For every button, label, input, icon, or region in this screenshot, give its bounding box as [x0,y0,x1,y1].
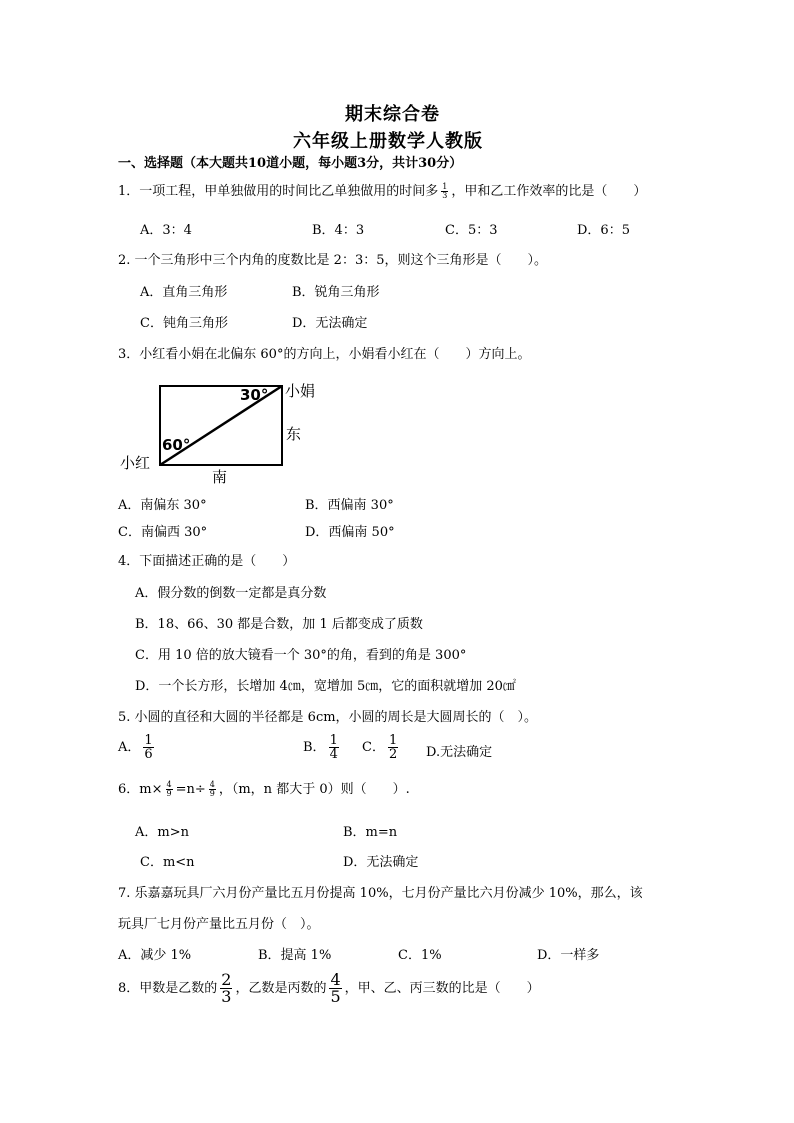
question-5: 5. 小圆的直径和大圆的半径都是 6cm，小圆的周长是大圆周长的（ ）。 [118,710,538,725]
q4-option-b: B．18、66、30 都是合数，加 1 后都变成了质数 [135,617,423,632]
q3-option-b: B．西偏南 30° [305,498,394,513]
q3-direction-figure [118,376,338,488]
q4-option-c: C．用 10 倍的放大镜看一个 30°的角，看到的角是 300° [135,648,467,663]
q5-b-num: 1 [329,733,338,748]
angle-bottom-label: 60° [162,436,191,454]
q3-option-a: A．南偏东 30° [118,498,207,513]
q6-text-mid: =n÷ [175,782,206,797]
q6-option-d: D．无法确定 [343,855,419,870]
q8-text-post: ，甲、乙、丙三数的比是（ ） [344,981,540,996]
q2-option-c: C．钝角三角形 [140,316,228,331]
q6-f2-num: 4 [209,780,215,789]
q8-f1-num: 2 [221,970,232,989]
q8-f1-den: 3 [221,987,232,1006]
q2-option-b: B．锐角三角形 [292,285,380,300]
label-xiaohong: 小红 [120,454,151,472]
q8-fraction-1 [220,972,232,1005]
q6-option-c: C．m<n [140,855,195,870]
q7-option-d: D．一样多 [537,948,600,963]
q8-f2-num: 4 [330,970,341,989]
q8-f2-den: 5 [330,987,341,1006]
question-4: 4．下面描述正确的是（ ） [118,554,296,569]
q5-option-b-label: B． [303,740,326,755]
q1-fraction-den: 3 [442,191,448,200]
q5-option-c-fraction [388,734,398,761]
q6-option-b: B．m=n [343,825,398,840]
question-1 [118,180,646,200]
question-3: 3．小红看小娟在北偏东 60°的方向上，小娟看小红在（ ）方向上。 [118,347,531,362]
q1-text-pre: 1．一项工程，甲单独做用的时间比乙单独做用的时间多 [118,184,439,199]
page-title: 期末综合卷 [345,104,440,125]
q4-option-d: D．一个长方形，长增加 4㎝，宽增加 5㎝，它的面积就增加 20㎠ [135,679,516,694]
q7-option-a: A．减少 1% [118,948,192,963]
q1-option-c: C．5：3 [445,223,498,238]
q8-text-pre: 8．甲数是乙数的 [118,981,218,996]
q6-text-pre: 6．m× [118,782,163,797]
q5-option-c [362,734,401,761]
q2-option-a: A．直角三角形 [140,285,228,300]
question-2: 2. 一个三角形中三个内角的度数比是 2：3：5，则这个三角形是（ ）。 [118,253,547,268]
question-6 [118,778,410,798]
angle-top-label: 30° [240,386,269,404]
q5-c-den: 2 [388,747,398,762]
q5-b-den: 4 [329,747,338,762]
q6-text-post: ，（m，n 都大于 0）则（ ）. [218,782,410,797]
q1-fraction-num: 1 [442,182,448,191]
label-xiaojuan: 小娟 [285,382,316,400]
page-subtitle: 六年级上册数学人教版 [293,131,483,152]
q5-a-den: 6 [144,747,153,762]
label-south: 南 [212,468,228,486]
q3-option-d: D．西偏南 50° [305,525,395,540]
q3-option-c: C．南偏西 30° [118,525,208,540]
q5-option-a-label: A． [118,740,141,755]
q5-option-b [303,734,342,761]
q5-option-b-fraction [329,734,339,761]
q5-option-d: D.无法确定 [426,745,493,760]
q5-c-num: 1 [388,733,398,748]
q1-text-post: ，甲和乙工作效率的比是（ ） [451,184,647,199]
question-7-line-2: 玩具厂七月份产量比五月份（ ）。 [118,917,320,932]
q6-fraction-2 [209,781,216,798]
q4-option-a: A．假分数的倒数一定都是真分数 [135,586,327,601]
q2-option-d: D．无法确定 [292,316,368,331]
question-7-line-1: 7. 乐嘉嘉玩具厂六月份产量比五月份提高 10%，七月份产量比六月份减少 10%，那么，该 [118,886,643,901]
q5-option-a [118,734,157,761]
q6-option-a: A．m>n [135,825,189,840]
q6-f1-den: 9 [166,789,172,798]
label-east: 东 [286,425,302,443]
q6-f1-num: 4 [166,780,172,789]
section-heading: 一、选择题（本大题共10道小题，每小题3分，共计30分） [118,156,463,171]
q1-option-d: D．6：5 [577,223,630,238]
q8-text-mid: ，乙数是丙数的 [235,981,327,996]
q1-option-a: A．3：4 [140,223,192,238]
q5-option-a-fraction [143,734,153,761]
q6-f2-den: 9 [209,789,215,798]
q1-fraction [441,183,448,200]
q7-option-b: B．提高 1% [258,948,332,963]
q7-option-c: C．1% [398,948,442,963]
q5-option-c-label: C． [362,740,385,755]
q1-option-b: B．4：3 [312,223,365,238]
question-8 [118,972,540,1005]
q8-fraction-2 [329,972,341,1005]
q5-a-num: 1 [144,733,153,748]
q6-fraction-1 [166,781,173,798]
